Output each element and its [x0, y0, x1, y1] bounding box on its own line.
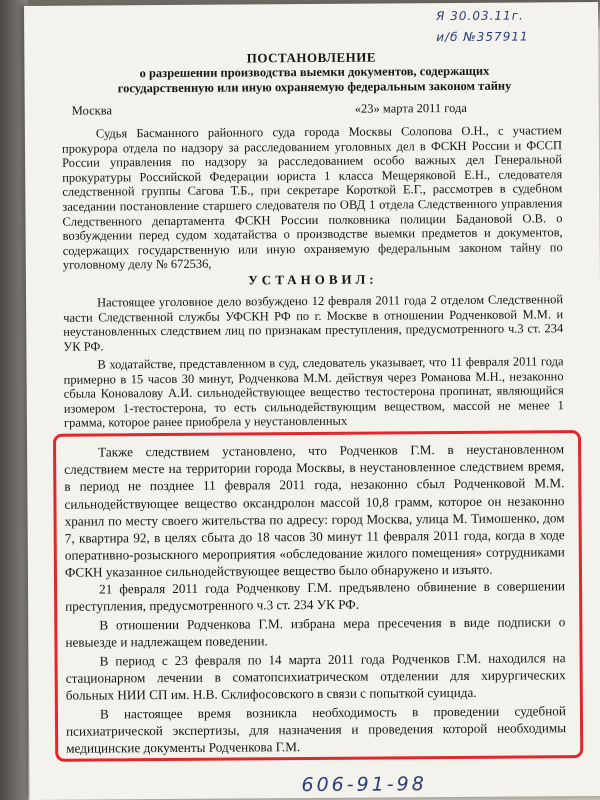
paragraph-charge: 21 февраля 2011 года Родченкову Г.М. предъявлено обвинение в совершении преступления, предусмотренного ч.3 ст. 234 УК РФ. [65, 578, 566, 614]
paragraph-hospital: В период с 23 февраля по 14 марта 2011 года Родченков Г.М. находился на стационарном лечении в соматопсихиатрическом отделении для хирургических больных НИИ СП им. Н.В. Склифосовского в связи с попыткой суицида. [65, 650, 566, 704]
paragraph-investigation: Также следствием установлено, что Родченков Г.М. в неустановленном следствием месте на территории города Москвы, в неустановленное следствием время, в период не позднее 11 февраля 2011 года, незаконно сбыл Родченковой М.М. сильнодействующее вещество оксандролон массой 10,8 грамм, которое он незаконно хранил по месту своего жительства по адресу: город Москва, улица М. Тимошенко, дом 7, квартира 92, в целях сбыта до 18 часов 30 минут 11 февраля 2011 года, когда в ходе оперативно-розыскного мероприятия «обследование жилого помещения» сотрудниками ФСКН указанное сильнодействующее вещество было обнаружено и изъято. [64, 441, 565, 581]
paragraph-preventive-measure: В отношении Родченкова Г.М. избрана мера пресечения в виде подписки о невыезде и надлежащем поведении. [65, 614, 566, 650]
date: «23» марта 2011 года [354, 100, 467, 116]
paragraph-expertise: В настоящее время возникла необходимость в проведении судебной психиатрической экспертизы, для назначения и проведения которой необходимы медицинские документы Родченкова Г.М. [66, 703, 567, 757]
paragraph-case-opened: Настоящее уголовное дело возбуждено 12 февраля 2011 года 2 отделом Следственной части Следственной службы УФСКН РФ по г. Москве в отношении Родченковой М.М. и неустановленных следствием лиц по признакам преступления, предусмотренного ч.3 ст. 234 УК РФ. [63, 292, 564, 354]
handwritten-note-number: и/б №357911 [436, 29, 529, 45]
handwritten-number-bottom: 606-91-98 [301, 773, 427, 797]
intro-paragraph: Судья Басманного районного суда города Москвы Солопова О.Н., с участием прокурора отдела по надзору за расследованием уголовных дел в ФСКН России и ФССП России управления по надзору за расследованием особо важных дел Генеральной прокуратуры Российской Федерации юриста 1 класса Мещеряковой Е.Н., следователя следственной группы Сагова Т.Б., при секретаре Короткой Е.Г., рассмотрев в судебном заседании постановление старшего следователя по ОВД 1 отдела Следственного управления Следственного департамента ФСКН России полковника полиции Бадановой О.В. о возбуждении перед судом ходатайства о производстве выемки предметов и документов, содержащих государственную или иную охраняемую федеральным законом тайну по уголовному делу № 672536, [61, 123, 563, 273]
handwritten-note-date: Я 30.03.11г. [436, 8, 524, 24]
place: Москва [71, 103, 113, 118]
section-heading: УСТАНОВИЛ: [248, 271, 378, 288]
document-page [24, 2, 600, 800]
paragraph-petition: В ходатайстве, представленном в суд, следователь указывает, что 11 февраля 2011 года примерно в 15 часов 30 минут, Родченкова М.М. действуя через Романова М.Н., незаконно сбыла Коновалову А.И. сильнодействующее вещество тестостерона пропинат, являющийся изомером 1-тестостерона, то есть сильнодействующим веществом, массой не менее 1 грамма, которое ранее приобрела у неустановленных [63, 354, 564, 431]
document-title: ПОСТАНОВЛЕНИЕ [246, 49, 377, 66]
document-subtitle: о разрешении производства выемки документов, содержащих государственную или иную охраняемую федеральным законом тайну [117, 63, 512, 96]
